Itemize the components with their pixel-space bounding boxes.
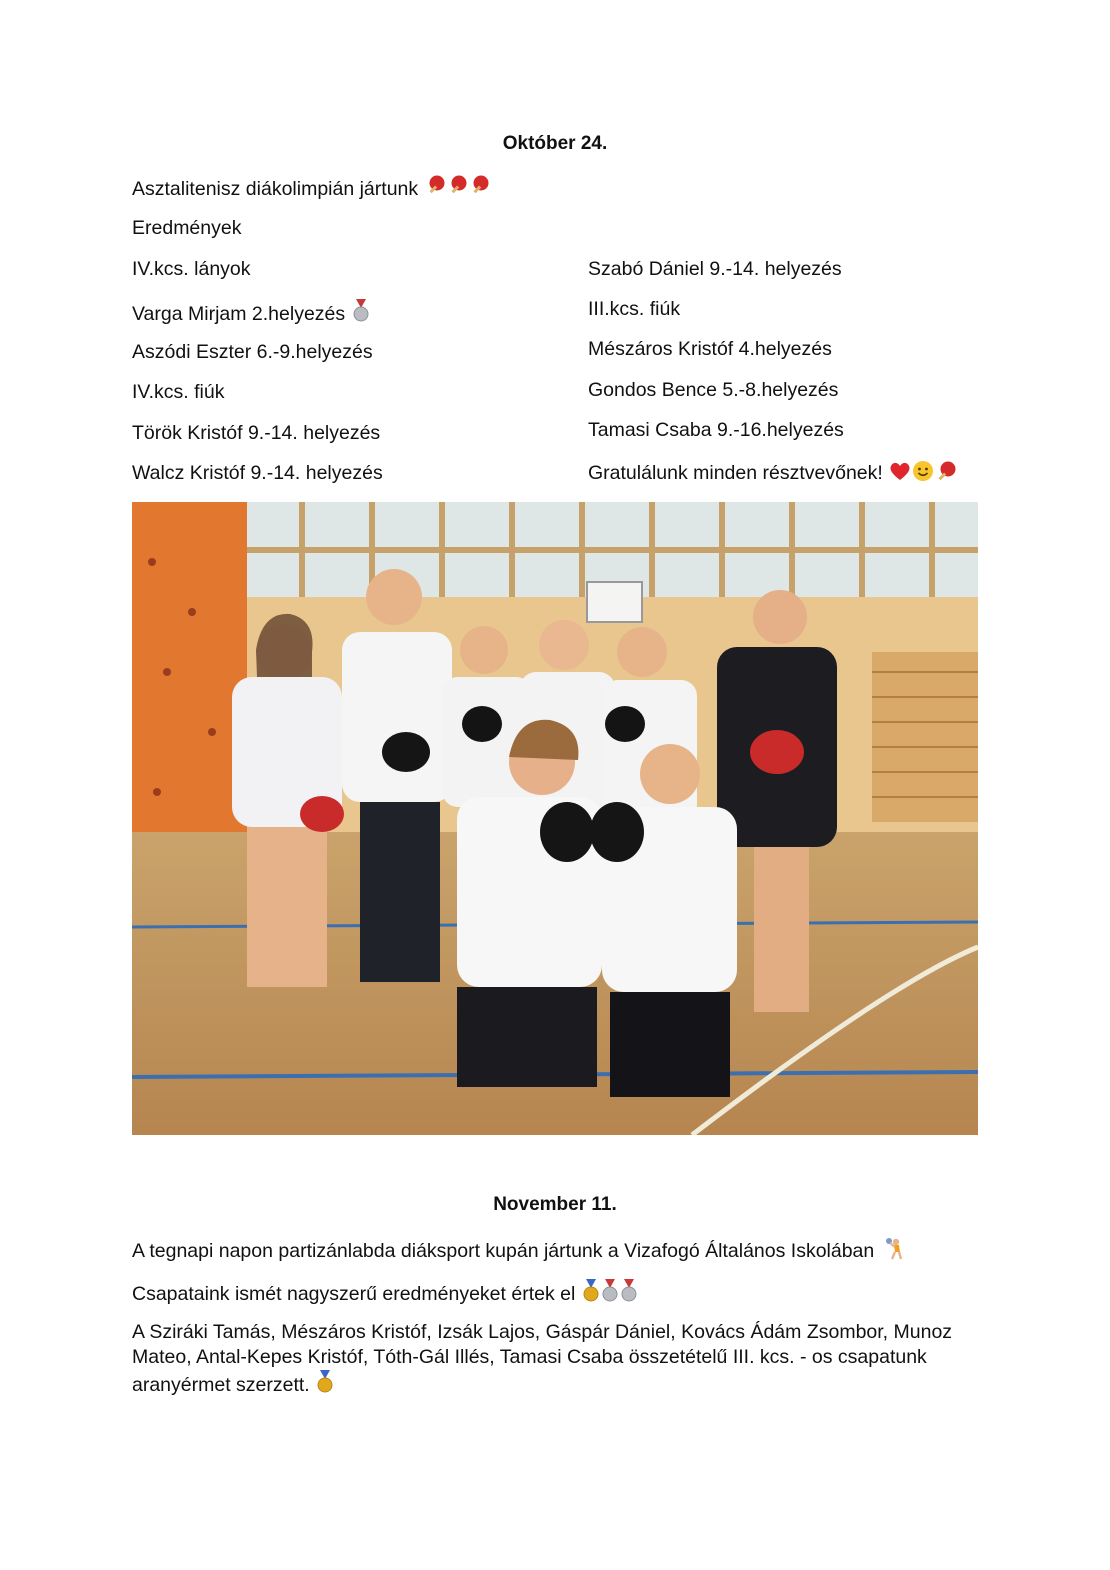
result-line: Mészáros Kristóf 4.helyezés <box>588 338 832 360</box>
section2-line1-text: A tegnapi napon partizánlabda diáksport kupán jártunk a Vizafogó Általános Iskolában <box>132 1240 875 1262</box>
silver-medal-icon <box>601 1279 619 1309</box>
handball-player-icon <box>881 1236 905 1266</box>
result-line: Tamasi Csaba 9.-16.helyezés <box>588 419 844 441</box>
gold-medal-icon <box>582 1279 600 1309</box>
section1-date: Október 24. <box>502 133 608 154</box>
result-line: Walcz Kristóf 9.-14. helyezés <box>132 462 383 484</box>
section2-paragraph-text: A Sziráki Tamás, Mészáros Kristóf, Izsák Lajos, Gáspár Dániel, Kovács Ádám Zsombor, Munoz Mateo, Antal-Kepes Kristóf, Tóth-Gál Illés, Tamasi Csaba összetételű III. kcs. - os csapatunk aranyérmet szerzett. <box>132 1321 953 1396</box>
section2-line2-text: Csapataink ismét nagyszerű eredményeket értek el <box>132 1283 576 1305</box>
result-line: Gondos Bence 5.-8.helyezés <box>588 379 839 401</box>
heart-icon <box>889 460 911 488</box>
congrats-line <box>588 460 957 488</box>
section2-line2 <box>132 1279 638 1309</box>
section2-date: November 11. <box>493 1194 617 1215</box>
team-photo-illustration <box>132 502 978 1135</box>
ping-pong-paddle-icon <box>425 174 491 204</box>
result-line: Török Kristóf 9.-14. helyezés <box>132 422 381 444</box>
intro-text: Asztalitenisz diákolimpián jártunk <box>132 178 419 200</box>
silver-medal-icon <box>352 299 370 329</box>
intro-line <box>132 174 491 204</box>
result-line: Szabó Dániel 9.-14. helyezés <box>588 258 842 280</box>
result-line-with-medal <box>132 299 370 329</box>
result-line: Varga Mirjam 2.helyezés <box>132 303 346 325</box>
results-label: Eredmények <box>132 217 242 239</box>
section2-paragraph <box>132 1320 962 1401</box>
silver-medal-icon <box>620 1279 638 1309</box>
gold-medal-icon <box>316 1370 334 1401</box>
ping-pong-paddle-icon <box>935 460 957 488</box>
team-photo <box>132 502 978 1135</box>
result-line: Aszódi Eszter 6.-9.helyezés <box>132 341 373 363</box>
result-line: IV.kcs. fiúk <box>132 381 225 403</box>
result-line: III.kcs. fiúk <box>588 298 681 320</box>
smiley-icon <box>912 460 934 488</box>
section2-line1 <box>132 1236 905 1266</box>
congrats-text: Gratulálunk minden résztvevőnek! <box>588 462 883 484</box>
result-line: IV.kcs. lányok <box>132 258 251 280</box>
